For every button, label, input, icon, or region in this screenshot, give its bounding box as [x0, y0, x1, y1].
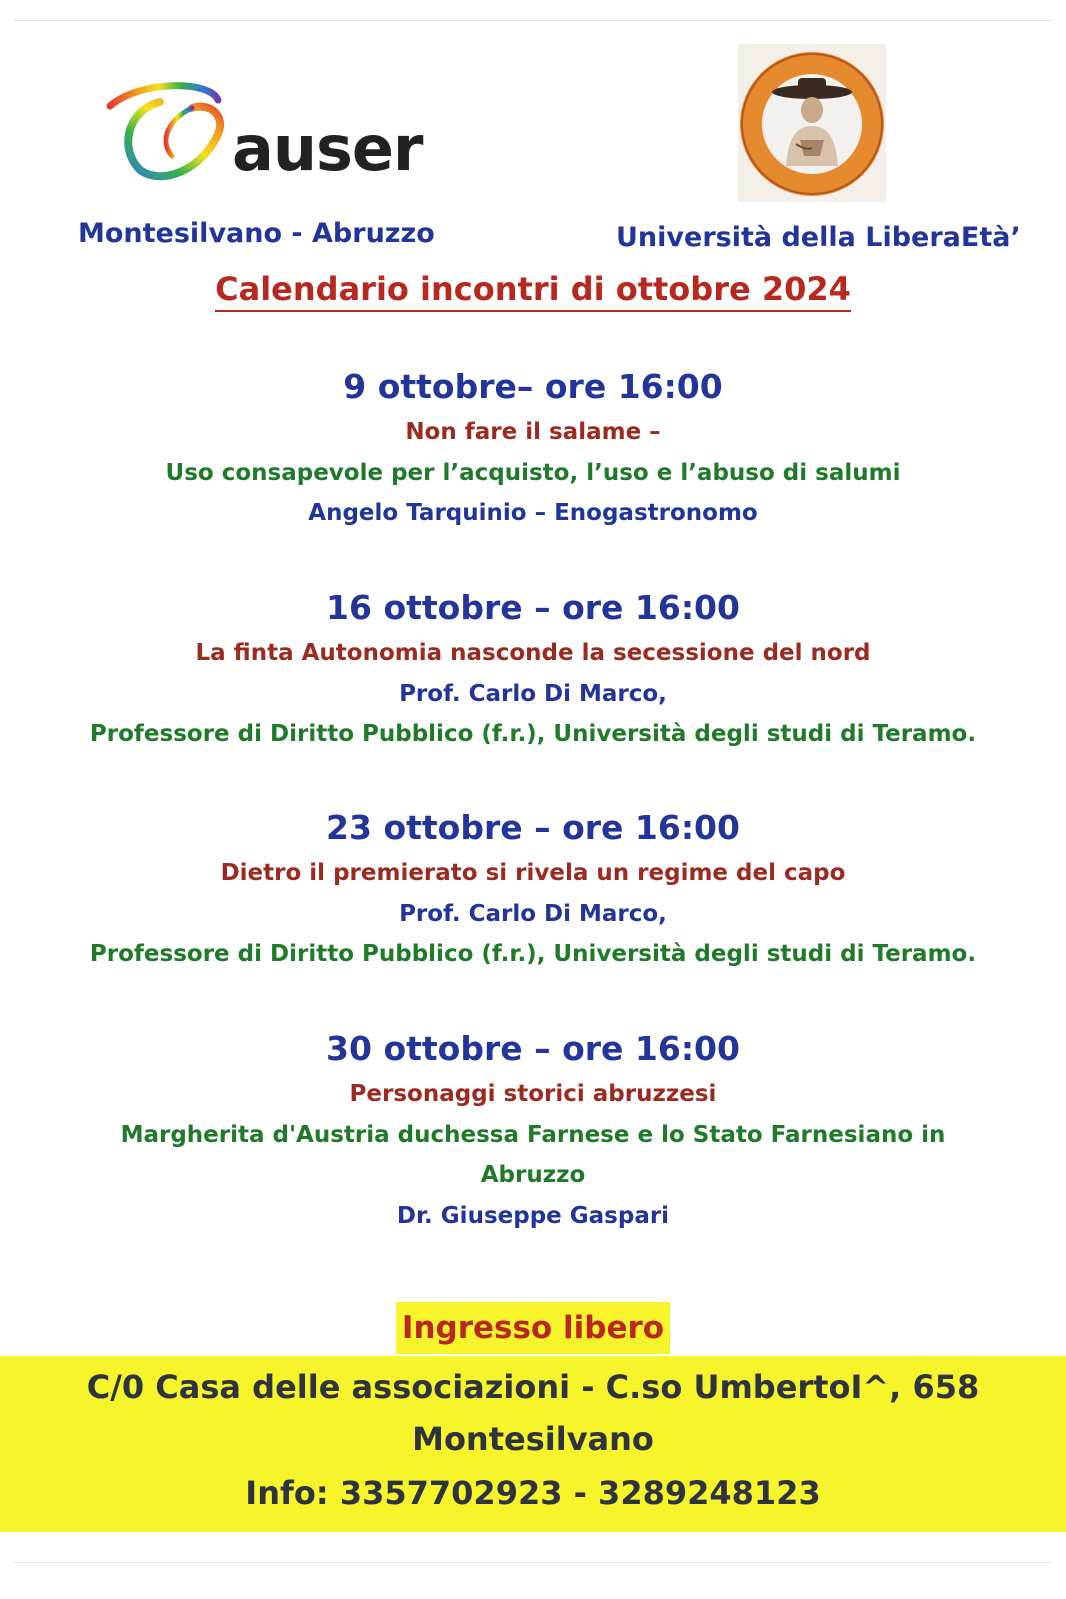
event-1: [0, 362, 1066, 534]
event-date: 23 ottobre – ore 16:00: [326, 808, 740, 847]
venue-city: Montesilvano: [412, 1420, 654, 1458]
free-entry-banner: [0, 1302, 1066, 1354]
org-left-label: Montesilvano - Abruzzo: [78, 218, 435, 249]
event-speaker: Angelo Tarquinio – Enogastronomo: [308, 500, 758, 526]
universita-seal-icon: [738, 44, 886, 202]
event-subtitle: Uso consapevole per l’acquisto, l’uso e l’abuso di salumi: [165, 459, 901, 486]
page-title-text: Calendario incontri di ottobre 2024: [215, 270, 851, 312]
top-divider: [14, 20, 1052, 21]
bottom-divider: [14, 1562, 1052, 1563]
event-speaker-role: Professore di Diritto Pubblico (f.r.), Università degli studi di Teramo.: [89, 941, 977, 967]
venue-address: C/0 Casa delle associazioni - C.so UmbertoI^, 658: [86, 1368, 980, 1406]
event-topic: La finta Autonomia nasconde la secessione del nord: [195, 640, 871, 666]
event-topic: Non fare il salame –: [405, 419, 661, 445]
event-speaker: Prof. Carlo Di Marco,: [399, 900, 667, 927]
event-topic: Dietro il premierato si rivela un regime del capo: [220, 860, 846, 886]
event-subtitle-cont: Abruzzo: [480, 1162, 586, 1188]
event-subtitle: Margherita d'Austria duchessa Farnese e lo Stato Farnesiano in: [120, 1121, 946, 1148]
event-date: 30 ottobre – ore 16:00: [326, 1029, 740, 1068]
event-date: 9 ottobre– ore 16:00: [343, 367, 723, 406]
event-speaker: Prof. Carlo Di Marco,: [399, 680, 667, 707]
event-date: 16 ottobre – ore 16:00: [326, 588, 740, 627]
event-4: [0, 1024, 1066, 1236]
contact-info: Info: 3357702923 - 3289248123: [245, 1474, 821, 1512]
event-speaker-role: Professore di Diritto Pubblico (f.r.), Università degli studi di Teramo.: [89, 721, 977, 747]
event-speaker: Dr. Giuseppe Gaspari: [396, 1202, 670, 1229]
event-topic: Personaggi storici abruzzesi: [349, 1081, 717, 1107]
event-2: [0, 583, 1066, 755]
event-3: [0, 803, 1066, 975]
free-entry-text: Ingresso libero: [396, 1302, 670, 1354]
org-right-label: Università della LiberaEtà’: [616, 222, 1021, 253]
page-title: [0, 270, 1066, 308]
auser-brand-word: auser: [232, 112, 423, 185]
